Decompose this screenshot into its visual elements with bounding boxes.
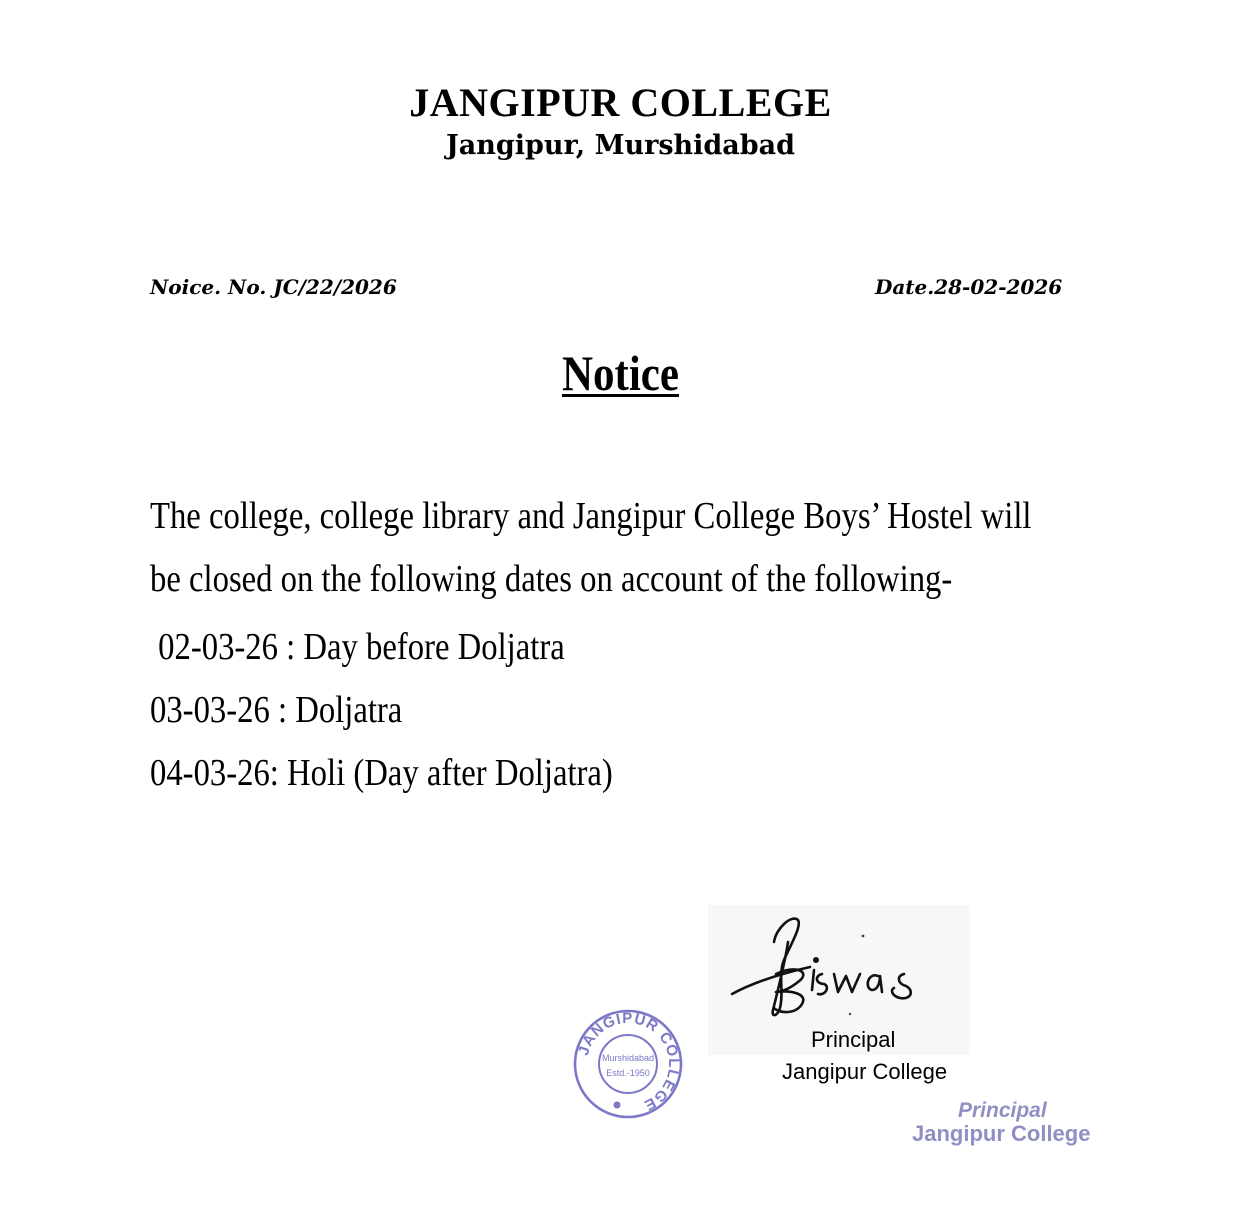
svg-text:JANGIPUR COLLEGE: JANGIPUR COLLEGE <box>575 1009 683 1115</box>
notice-body-line: be closed on the following dates on account of the following- <box>150 558 953 600</box>
notice-body-line: The college, college library and Jangipur College Boys’ Hostel will <box>150 495 1032 537</box>
svg-text:Estd.-1950: Estd.-1950 <box>606 1068 650 1078</box>
handwritten-signature <box>718 912 948 1027</box>
svg-text:Murshidabad: Murshidabad <box>601 1053 655 1063</box>
signatory-title: Principal <box>811 1027 896 1052</box>
college-location: Jangipur, Murshidabad <box>445 130 796 161</box>
notice-heading-text: Notice <box>561 345 679 401</box>
principal-stamp-organization: Jangipur College <box>912 1121 1091 1146</box>
principal-stamp-title: Principal <box>958 1099 1047 1122</box>
college-seal-stamp <box>570 1006 686 1122</box>
closure-date-item: 04-03-26: Holi (Day after Doljatra) <box>150 752 613 794</box>
notice-number: Noice. No. JC/22/2026 <box>150 275 397 299</box>
notice-heading <box>87 340 1154 406</box>
college-name: JANGIPUR COLLEGE <box>409 80 832 125</box>
closure-date-item: 03-03-26 : Doljatra <box>150 689 403 731</box>
signatory-organization: Jangipur College <box>782 1059 948 1084</box>
notice-body <box>150 485 1032 611</box>
closure-date-item: 02-03-26 : Day before Doljatra <box>150 626 565 668</box>
notice-date: Date.28-02-2026 <box>875 275 1063 299</box>
